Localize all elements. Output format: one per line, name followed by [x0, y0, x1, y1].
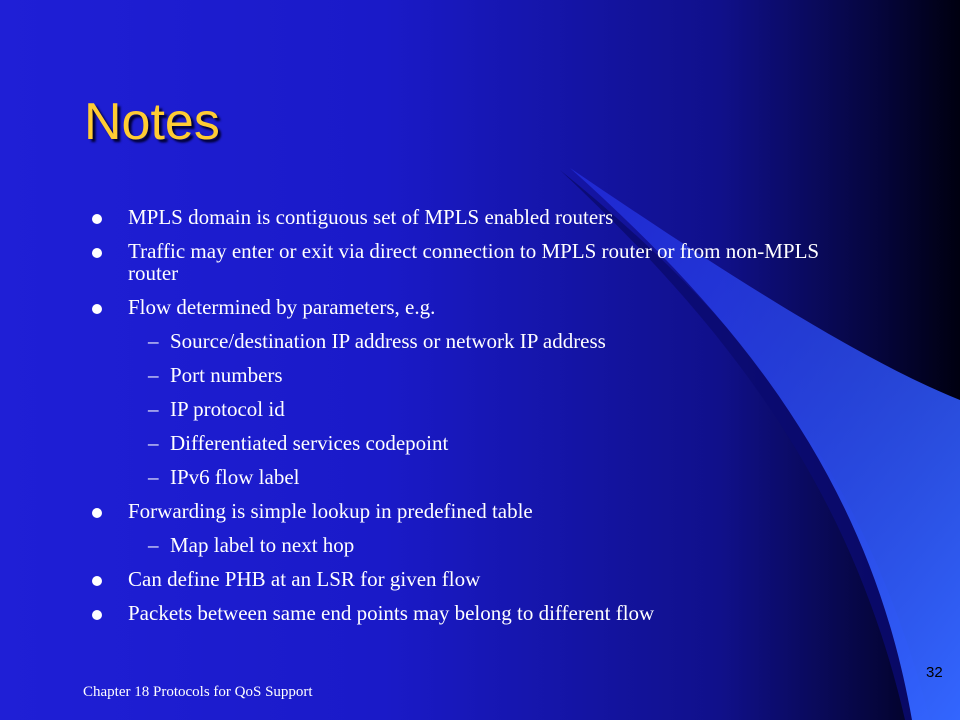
bullet-item: [92, 296, 852, 318]
bullet-text: Packets between same end points may belong to different flow: [128, 601, 655, 625]
slide-title: Notes: [84, 93, 220, 151]
bullet-text: Port numbers: [170, 363, 283, 387]
bullet-dot-icon: [92, 214, 102, 224]
dash-marker: –: [148, 363, 159, 387]
bullet-text: MPLS domain is contiguous set of MPLS enabled routers: [128, 205, 614, 229]
bullet-text: Flow determined by parameters, e.g.: [128, 295, 436, 319]
sub-bullet-item: [92, 364, 852, 386]
slide-footer: Chapter 18 Protocols for QoS Support: [83, 684, 313, 700]
bullet-text: Map label to next hop: [170, 533, 355, 557]
sub-bullet-item: [92, 398, 852, 420]
bullet-item: [92, 240, 852, 284]
bullet-item: [92, 206, 852, 228]
bullet-dot-icon: [92, 508, 102, 518]
bullet-text: IPv6 flow label: [170, 465, 300, 489]
dash-marker: –: [148, 533, 159, 557]
bullet-list: [92, 206, 852, 636]
bullet-item: [92, 500, 852, 522]
sub-bullet-item: [92, 432, 852, 454]
sub-bullet-item: [92, 330, 852, 352]
page-number: 32: [926, 664, 943, 681]
bullet-text: Differentiated services codepoint: [170, 431, 449, 455]
bullet-text: IP protocol id: [170, 397, 285, 421]
dash-marker: –: [148, 329, 159, 353]
dash-marker: –: [148, 397, 159, 421]
bullet-text: Can define PHB at an LSR for given flow: [128, 567, 481, 591]
bullet-dot-icon: [92, 610, 102, 620]
bullet-dot-icon: [92, 304, 102, 314]
bullet-text: Traffic may enter or exit via direct connection to MPLS router or from non-MPLS router: [128, 239, 820, 285]
dash-marker: –: [148, 431, 159, 455]
sub-bullet-item: [92, 534, 852, 556]
bullet-item: [92, 568, 852, 590]
bullet-text: Forwarding is simple lookup in predefined table: [128, 499, 533, 523]
sub-bullet-item: [92, 466, 852, 488]
bullet-dot-icon: [92, 248, 102, 258]
bullet-dot-icon: [92, 576, 102, 586]
bullet-item: [92, 602, 852, 624]
bullet-text: Source/destination IP address or network IP address: [170, 329, 606, 353]
dash-marker: –: [148, 465, 159, 489]
